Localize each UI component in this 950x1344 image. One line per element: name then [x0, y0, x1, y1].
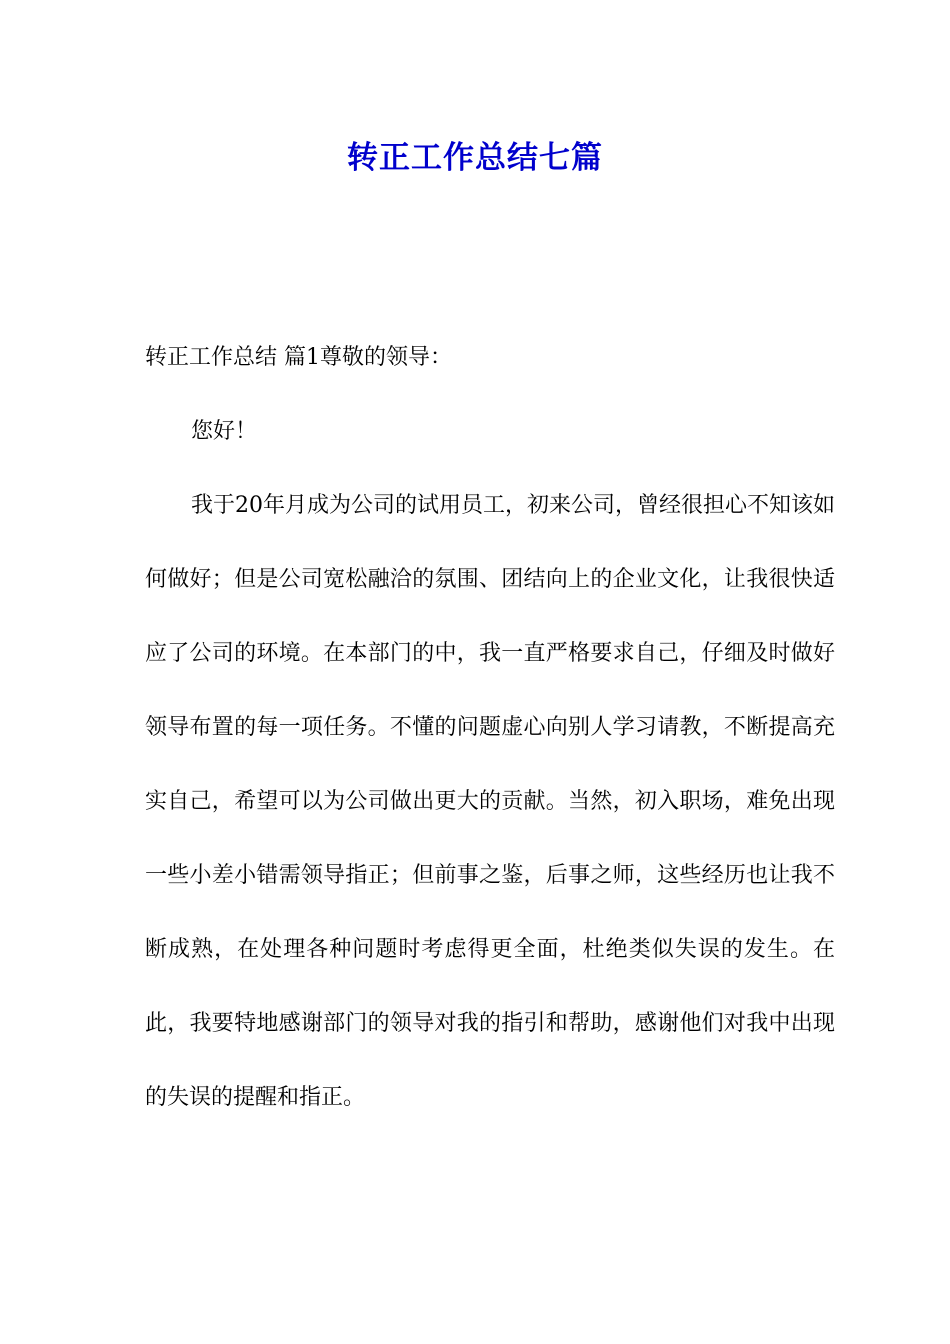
body-paragraph: 我于20年月成为公司的试用员工，初来公司，曾经很担心不知该如何做好；但是公司宽松融洽的氛围、团结向上的企业文化，让我很快适应了公司的环境。在本部门的中，我一直严格要求自己，仔细及时做好领导布置的每一项任务。不懂的问题虚心向别人学习请教，不断提高充实自己，希望可以为公司做出更大的贡献。当然，初入职场，难免出现一些小差小错需领导指正；但前事之鉴，后事之师，这些经历也让我不断成熟，在处理各种问题时考虑得更全面，杜绝类似失误的发生。在此，我要特地感谢部门的领导对我的指引和帮助，感谢他们对我中出现的失误的提醒和指正。: [145, 493, 835, 1110]
section-heading-line: 转正工作总结 篇1尊敬的领导：: [145, 345, 452, 370]
greeting-line: 您好！: [191, 419, 258, 444]
document-title: 转正工作总结七篇: [347, 140, 603, 176]
document-body: [145, 339, 835, 1135]
